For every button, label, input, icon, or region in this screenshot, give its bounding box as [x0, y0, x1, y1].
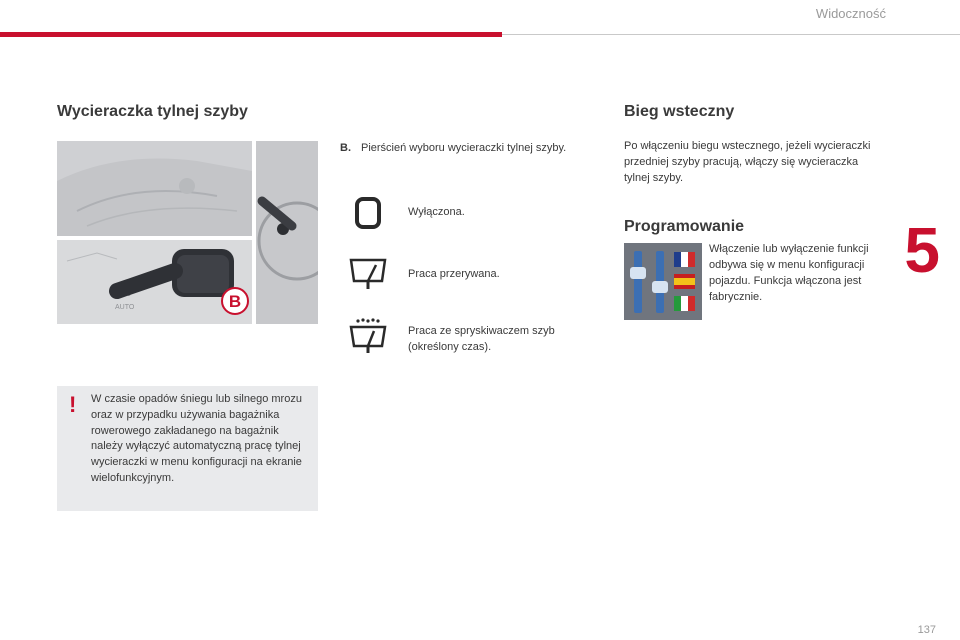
programming-heading: Programowanie — [624, 218, 745, 235]
header-divider — [502, 34, 960, 35]
chapter-number: 5 — [904, 214, 940, 286]
mode-intermittent-text: Praca przerywana. — [408, 268, 500, 280]
wiper-heading: Wycieraczka tylnej szyby — [57, 103, 248, 120]
mode-off-text: Wyłączona. — [408, 206, 465, 218]
page-number: 137 — [917, 624, 936, 636]
reverse-heading: Bieg wsteczny — [624, 103, 735, 120]
ring-label-letter: B. — [340, 142, 351, 154]
mode-wash-text: Praca ze spryskiwaczem szyb (określony czas). — [408, 325, 555, 353]
reverse-text: Po włączeniu biegu wstecznego, jeżeli wycieraczki przedniej szyby pracują, włączy się wycieraczka tylnej szyby. — [624, 140, 871, 184]
svg-text:AUTO: AUTO — [115, 304, 135, 311]
settings-menu-icon — [624, 243, 702, 320]
ring-label — [340, 141, 610, 155]
warning-note — [57, 386, 318, 511]
rear-wiper-off-icon — [348, 196, 388, 232]
ring-label-text: Pierścień wyboru wycieraczki tylnej szyby. — [361, 142, 567, 154]
rear-wiper-intermittent-icon — [348, 256, 388, 292]
warning-text: W czasie opadów śniegu lub silnego mrozu oraz w przypadku używania bagażnika rowerowego zakładanego na bagażnik należy wyłączyć automatyczną pracę tylnej wycieraczki w menu konfiguracji na ekranie wielofunkcyjnym. — [91, 393, 302, 484]
header-accent-bar — [0, 32, 502, 37]
callout-b-label: B — [228, 292, 242, 311]
wiper-stalk-photo — [57, 141, 318, 324]
section-title: Widoczność — [815, 6, 886, 21]
warning-icon: ! — [69, 392, 77, 417]
rear-wiper-wash-icon — [348, 318, 388, 354]
programming-text: Włączenie lub wyłączenie funkcji odbywa się w menu konfiguracji pojazdu. Funkcja włączona jest fabrycznie. — [709, 243, 869, 303]
